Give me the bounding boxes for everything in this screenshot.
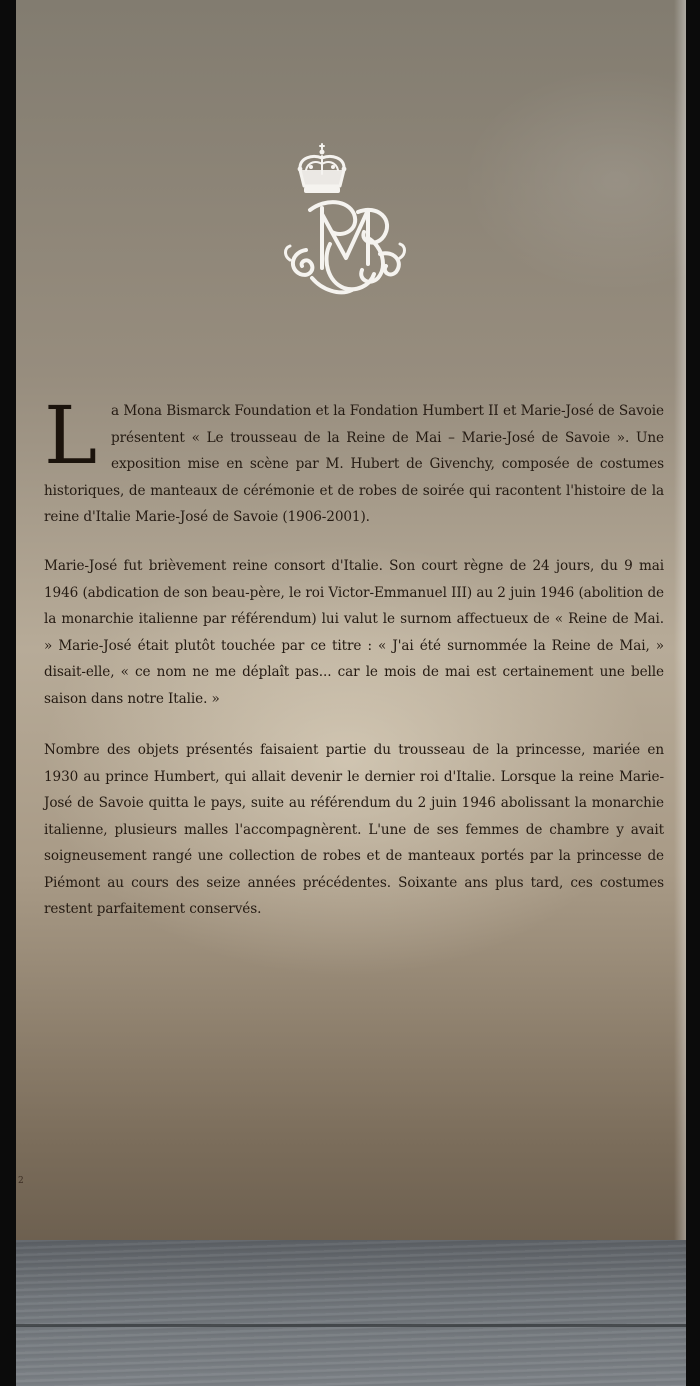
drop-cap: L xyxy=(44,389,98,482)
trousseau-paragraph: Nombre des objets présentés faisaient partie du trousseau de la princesse, mariée en 1930 au prince Humbert, qui allait devenir le dernier roi d'Italie. Lorsque la reine Marie-José de Savoie quitta le pays, suite au référendum du 2 juin 1946 abolissant la monarchie italienne, plusieurs malles l'accompagnèrent. L'une de ses femmes de chambre y avait soigneusement rangé une collection de robes et de manteaux portés par la princesse de Piémont au cours des seize années précédentes. Soixante ans plus tard, ces costumes restent parfaitement conservés. xyxy=(44,742,664,917)
brochure-page xyxy=(16,0,686,1248)
intro-paragraph-text: a Mona Bismarck Foundation et la Fondation Humbert II et Marie-José de Savoie présentent « Le trousseau de la Reine de Mai – Marie-José de Savoie ». Une exposition mise en scène par M. Hubert de Givenchy, composée de costumes historiques, de manteaux de cérémonie et de robes de soirée qui racontent l'histoire de la reine d'Italie Marie-José de Savoie (1906-2001). xyxy=(44,403,664,525)
mj-monogram-icon xyxy=(286,202,405,292)
wood-plank-seam xyxy=(16,1324,686,1327)
photo xyxy=(16,0,686,1386)
reign-paragraph: Marie-José fut brièvement reine consort d'Italie. Son court règne de 24 jours, du 9 mai 1946 (abdication de son beau-père, le roi Victor-Emmanuel III) au 2 juin 1946 (abolition de la monarchie italienne par référendum) lui valut le surnom affectueux de « Reine de Mai. » Marie-José était plutôt touchée par ce titre : « J'ai été surnommée la Reine de Mai, » disait-elle, « ce nom ne me déplaît pas... car le mois de mai est certainement une belle saison dans notre Italie. » xyxy=(44,558,664,707)
intro-paragraph xyxy=(44,389,664,531)
royal-crown-monogram-icon xyxy=(282,140,410,308)
crown-icon xyxy=(298,144,347,193)
page-edge-highlight xyxy=(674,0,686,1248)
page-number: 2 xyxy=(18,1176,24,1186)
wooden-surface xyxy=(16,1240,686,1386)
